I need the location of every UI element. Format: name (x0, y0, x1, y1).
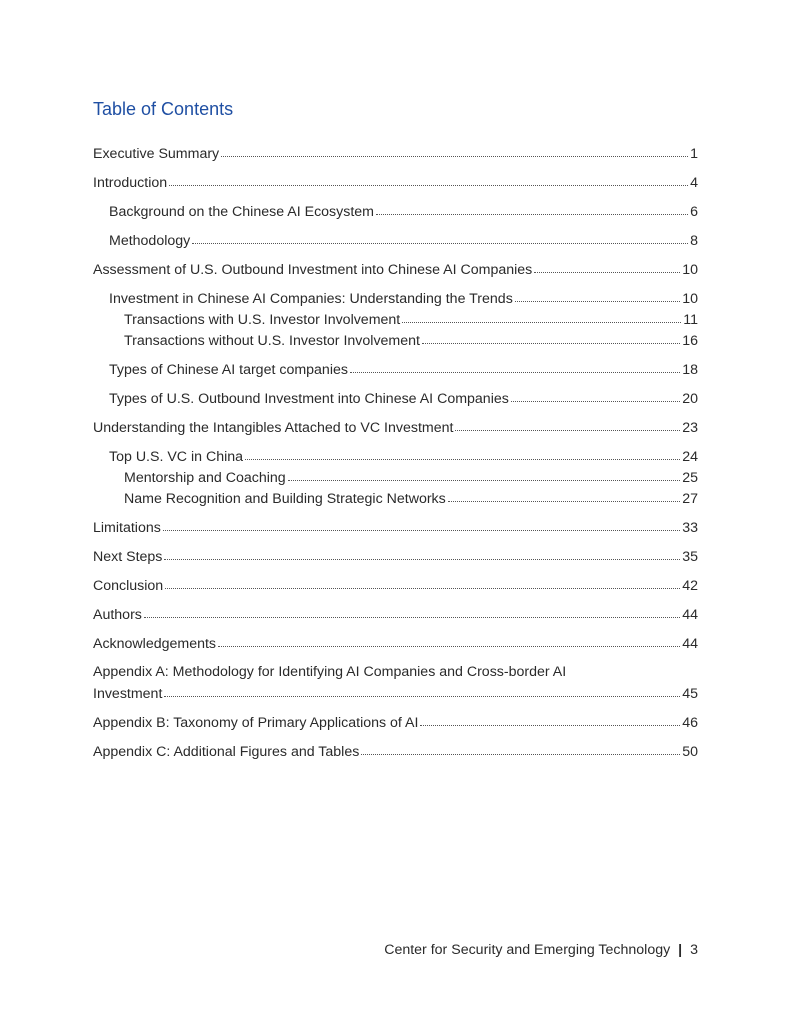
toc-entry-label-line2: Investment (93, 685, 163, 702)
toc-entry-label: Name Recognition and Building Strategic Networks (124, 491, 446, 507)
dot-leader (420, 715, 680, 727)
toc-entry-page: 25 (682, 470, 698, 486)
dot-leader (288, 470, 681, 482)
toc-entry-background[interactable] (109, 203, 698, 221)
dot-leader (455, 420, 680, 432)
toc-entry-page: 44 (682, 607, 698, 623)
page-footer (384, 942, 698, 958)
toc-entry-page: 10 (682, 291, 698, 307)
toc-entry-page: 18 (682, 362, 698, 378)
toc-entry-page: 33 (682, 520, 698, 536)
toc-entry-page: 6 (690, 204, 698, 220)
dot-leader (422, 333, 680, 345)
toc-entry-page: 50 (682, 744, 698, 760)
dot-leader (376, 204, 688, 216)
dot-leader (144, 607, 680, 619)
toc-entry-label: Limitations (93, 520, 161, 536)
toc-entry-page: 42 (682, 578, 698, 594)
toc-entry-label: Acknowledgements (93, 636, 217, 652)
toc-entry-page: 11 (683, 312, 698, 328)
toc-entry-appendix-b[interactable] (93, 714, 698, 732)
toc-entry-acknowledgements[interactable] (93, 635, 698, 653)
toc-entry-label: Appendix B: Taxonomy of Primary Applications of AI (93, 715, 419, 731)
toc-entry-conclusion[interactable] (93, 577, 698, 595)
dot-leader (534, 262, 680, 274)
toc-entry-limitations[interactable] (93, 519, 698, 537)
toc-entry-label: Conclusion (93, 578, 164, 594)
toc-entry-page: 46 (682, 715, 698, 731)
toc-entry-name-recognition[interactable] (124, 490, 698, 508)
toc-entry-appendix-a[interactable] (93, 662, 698, 705)
toc-entry-label: Methodology (109, 233, 191, 249)
toc-entry-label: Authors (93, 607, 142, 623)
toc-entry-page: 45 (682, 685, 698, 702)
toc-entry-label: Assessment of U.S. Outbound Investment into Chinese AI Companies (93, 262, 533, 278)
toc-title: Table of Contents (93, 99, 234, 119)
dot-leader (165, 578, 680, 590)
toc-entry-label: Appendix C: Additional Figures and Tables (93, 744, 360, 760)
dot-leader (515, 291, 680, 303)
dot-leader (350, 362, 680, 374)
footer-organization: Center for Security and Emerging Technology (384, 942, 671, 958)
toc-entry-page: 23 (682, 420, 698, 436)
toc-entry-label: Introduction (93, 175, 168, 191)
dot-leader (245, 449, 680, 461)
toc-entry-introduction[interactable] (93, 174, 698, 192)
dot-leader (164, 549, 680, 561)
toc-entry-transactions-without-us[interactable] (124, 332, 698, 350)
dot-leader (221, 146, 688, 158)
dot-leader (192, 233, 688, 245)
dot-leader (361, 744, 680, 756)
toc-entry-assessment[interactable] (93, 261, 698, 279)
toc-entry-investment-trends[interactable] (109, 290, 698, 308)
toc-entry-label-line1: Appendix A: Methodology for Identifying AI Companies and Cross-border AI (93, 664, 567, 680)
toc-entry-next-steps[interactable] (93, 548, 698, 566)
toc-entry-appendix-c[interactable] (93, 743, 698, 761)
footer-separator: | (678, 942, 683, 958)
footer-page-number: 3 (690, 942, 698, 958)
toc-entry-mentorship[interactable] (124, 469, 698, 487)
toc-entry-label: Mentorship and Coaching (124, 470, 286, 486)
dot-leader (511, 391, 680, 403)
toc-entry-page: 20 (682, 391, 698, 407)
toc-entry-label: Executive Summary (93, 146, 220, 162)
toc-entry-page: 27 (682, 491, 698, 507)
toc-entry-page: 44 (682, 636, 698, 652)
toc-entry-intangibles[interactable] (93, 419, 698, 437)
dot-leader (448, 491, 680, 503)
toc-entry-label: Types of Chinese AI target companies (109, 362, 348, 378)
dot-leader (163, 520, 680, 532)
toc-entry-page: 10 (682, 262, 698, 278)
dot-leader (169, 175, 688, 187)
toc-entry-label: Transactions with U.S. Investor Involvement (124, 312, 401, 328)
toc-entry-page: 35 (682, 549, 698, 565)
dot-leader (402, 312, 681, 324)
toc-entry-page: 24 (682, 449, 698, 465)
toc-entry-transactions-with-us[interactable] (124, 311, 698, 329)
toc-entry-label: Top U.S. VC in China (109, 449, 244, 465)
toc-entry-top-us-vc[interactable] (109, 448, 698, 466)
dot-leader (218, 636, 680, 648)
toc-entry-authors[interactable] (93, 606, 698, 624)
dot-leader (164, 686, 680, 698)
toc-entry-page: 1 (690, 146, 698, 162)
toc-entry-page: 8 (690, 233, 698, 249)
toc-entry-label: Understanding the Intangibles Attached to VC Investment (93, 420, 454, 436)
toc-entry-types-outbound[interactable] (109, 390, 698, 408)
toc-entry-target-companies[interactable] (109, 361, 698, 379)
toc-entry-label: Background on the Chinese AI Ecosystem (109, 204, 374, 220)
toc-entry-label: Next Steps (93, 549, 163, 565)
toc-entry-executive-summary[interactable] (93, 145, 698, 163)
toc-entry-page: 16 (682, 333, 698, 349)
toc-entry-label: Transactions without U.S. Investor Involvement (124, 333, 420, 349)
toc-entry-label: Investment in Chinese AI Companies: Understanding the Trends (109, 291, 513, 307)
toc-entry-label: Types of U.S. Outbound Investment into Chinese AI Companies (109, 391, 509, 407)
toc-entry-methodology[interactable] (109, 232, 698, 250)
toc-entry-page: 4 (690, 175, 698, 191)
